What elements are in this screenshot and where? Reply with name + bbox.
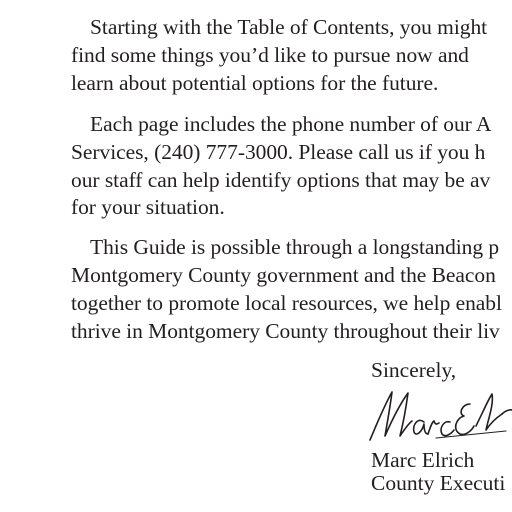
paragraph-2-line-4: for your situation. bbox=[71, 195, 225, 219]
closing-salutation: Sincerely, bbox=[371, 358, 457, 382]
paragraph-1-line-3: learn about potential options for the future. bbox=[71, 71, 439, 95]
paragraph-1-line-2: find some things you’d like to pursue now and bbox=[71, 43, 469, 67]
paragraph-3-line-2: Montgomery County government and the Beacon bbox=[71, 263, 496, 287]
signer-name: Marc Elrich bbox=[371, 448, 475, 472]
paragraph-3-line-1: This Guide is possible through a longstanding p bbox=[90, 235, 500, 259]
paragraph-2-line-2: Services, (240) 777-3000. Please call us if you h bbox=[71, 140, 486, 164]
signer-title: County Executi bbox=[371, 471, 506, 495]
paragraph-2-line-3: our staff can help identify options that may be av bbox=[71, 168, 491, 192]
paragraph-1-line-1: Starting with the Table of Contents, you might bbox=[90, 15, 488, 39]
paragraph-3-line-4: thrive in Montgomery County throughout their liv bbox=[71, 319, 500, 343]
paragraph-3-line-3: together to promote local resources, we help enabl bbox=[71, 291, 502, 315]
paragraph-2-line-1: Each page includes the phone number of our A bbox=[90, 112, 492, 136]
handwritten-signature bbox=[366, 384, 512, 446]
